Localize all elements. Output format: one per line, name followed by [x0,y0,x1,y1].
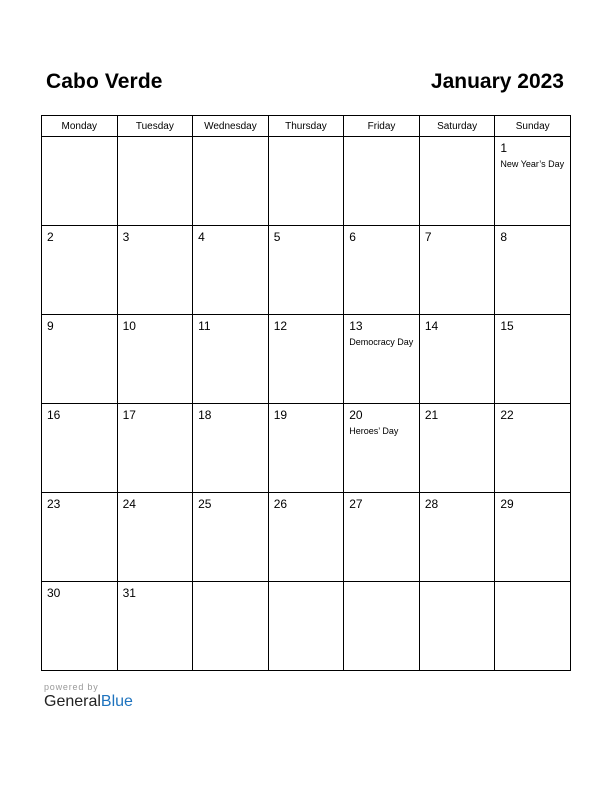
day-number: 4 [198,230,205,244]
day-number: 16 [47,408,61,422]
day-cell [193,404,269,493]
day-cell [495,493,571,582]
day-number: 10 [122,319,136,333]
weekday-header-row [42,116,571,137]
day-cell [268,226,344,315]
day-cell [268,493,344,582]
day-cell [268,582,344,671]
day-cell [344,404,420,493]
day-cell [419,315,495,404]
day-number: 29 [500,497,514,511]
day-number: 28 [424,497,439,511]
day-cell [117,493,193,582]
day-cell [495,137,571,226]
day-number: 2 [47,230,54,244]
day-number: 22 [500,408,514,422]
week-row [42,582,571,671]
day-cell [42,137,118,226]
day-cell [419,493,495,582]
day-cell [117,137,193,226]
weekday-header: Friday [344,116,420,137]
brand-blue-text: Blue [100,693,133,710]
day-number: 20 [349,408,363,422]
month-year-title: January 2023 [430,70,564,93]
day-cell [193,315,269,404]
day-cell [117,315,193,404]
day-cell [193,493,269,582]
day-number: 30 [47,586,61,600]
day-number: 24 [122,497,136,511]
weekday-header: Wednesday [193,116,269,137]
day-number: 3 [122,230,130,244]
day-number: 8 [500,230,508,244]
weekday-header: Sunday [495,116,571,137]
day-number: 23 [47,497,61,511]
brand-general-text: General [44,693,101,710]
weekday-header: Monday [42,116,118,137]
calendar-grid [41,115,571,671]
day-cell [193,226,269,315]
day-cell [419,582,495,671]
day-number: 11 [198,319,211,333]
day-number: 26 [273,497,288,511]
day-number: 19 [273,408,288,422]
day-cell [42,404,118,493]
day-cell [419,226,495,315]
day-cell [344,137,420,226]
day-cell [495,404,571,493]
powered-by-label: powered by [44,682,99,692]
day-number: 13 [349,319,363,333]
day-cell [495,582,571,671]
week-row [42,137,571,226]
day-number: 5 [273,230,281,244]
brand-logo [44,693,133,711]
day-number: 12 [273,319,288,333]
day-cell [117,404,193,493]
day-cell [344,582,420,671]
day-number: 15 [500,319,514,333]
weekday-header: Saturday [419,116,495,137]
day-number: 17 [122,408,136,422]
day-cell [193,582,269,671]
week-row [42,404,571,493]
day-cell [495,226,571,315]
weekday-header: Tuesday [117,116,193,137]
day-number: 9 [47,319,54,333]
day-cell [268,137,344,226]
holiday-label: New Year’s Day [500,159,565,169]
day-cell [344,493,420,582]
country-title: Cabo Verde [46,70,163,93]
day-cell [419,404,495,493]
day-cell [419,137,495,226]
day-number: 25 [198,497,212,511]
day-number: 21 [424,408,439,422]
week-row [42,493,571,582]
holiday-label: Democracy Day [349,337,414,347]
day-cell [344,226,420,315]
day-cell [193,137,269,226]
day-cell [42,226,118,315]
day-number: 6 [349,230,356,244]
day-number: 27 [349,497,363,511]
day-number: 18 [198,408,212,422]
week-row [42,315,571,404]
day-cell [344,315,420,404]
day-cell [117,582,193,671]
day-cell [268,315,344,404]
day-cell [268,404,344,493]
holiday-label: Heroes’ Day [349,426,399,436]
day-cell [42,582,118,671]
week-row [42,226,571,315]
day-cell [117,226,193,315]
day-number: 7 [424,230,432,244]
weekday-header: Thursday [268,116,344,137]
footer-branding [44,682,133,711]
day-number: 1 [500,141,508,155]
day-number: 14 [424,319,439,333]
day-number: 31 [122,586,136,600]
day-cell [42,315,118,404]
day-cell [495,315,571,404]
day-cell [42,493,118,582]
